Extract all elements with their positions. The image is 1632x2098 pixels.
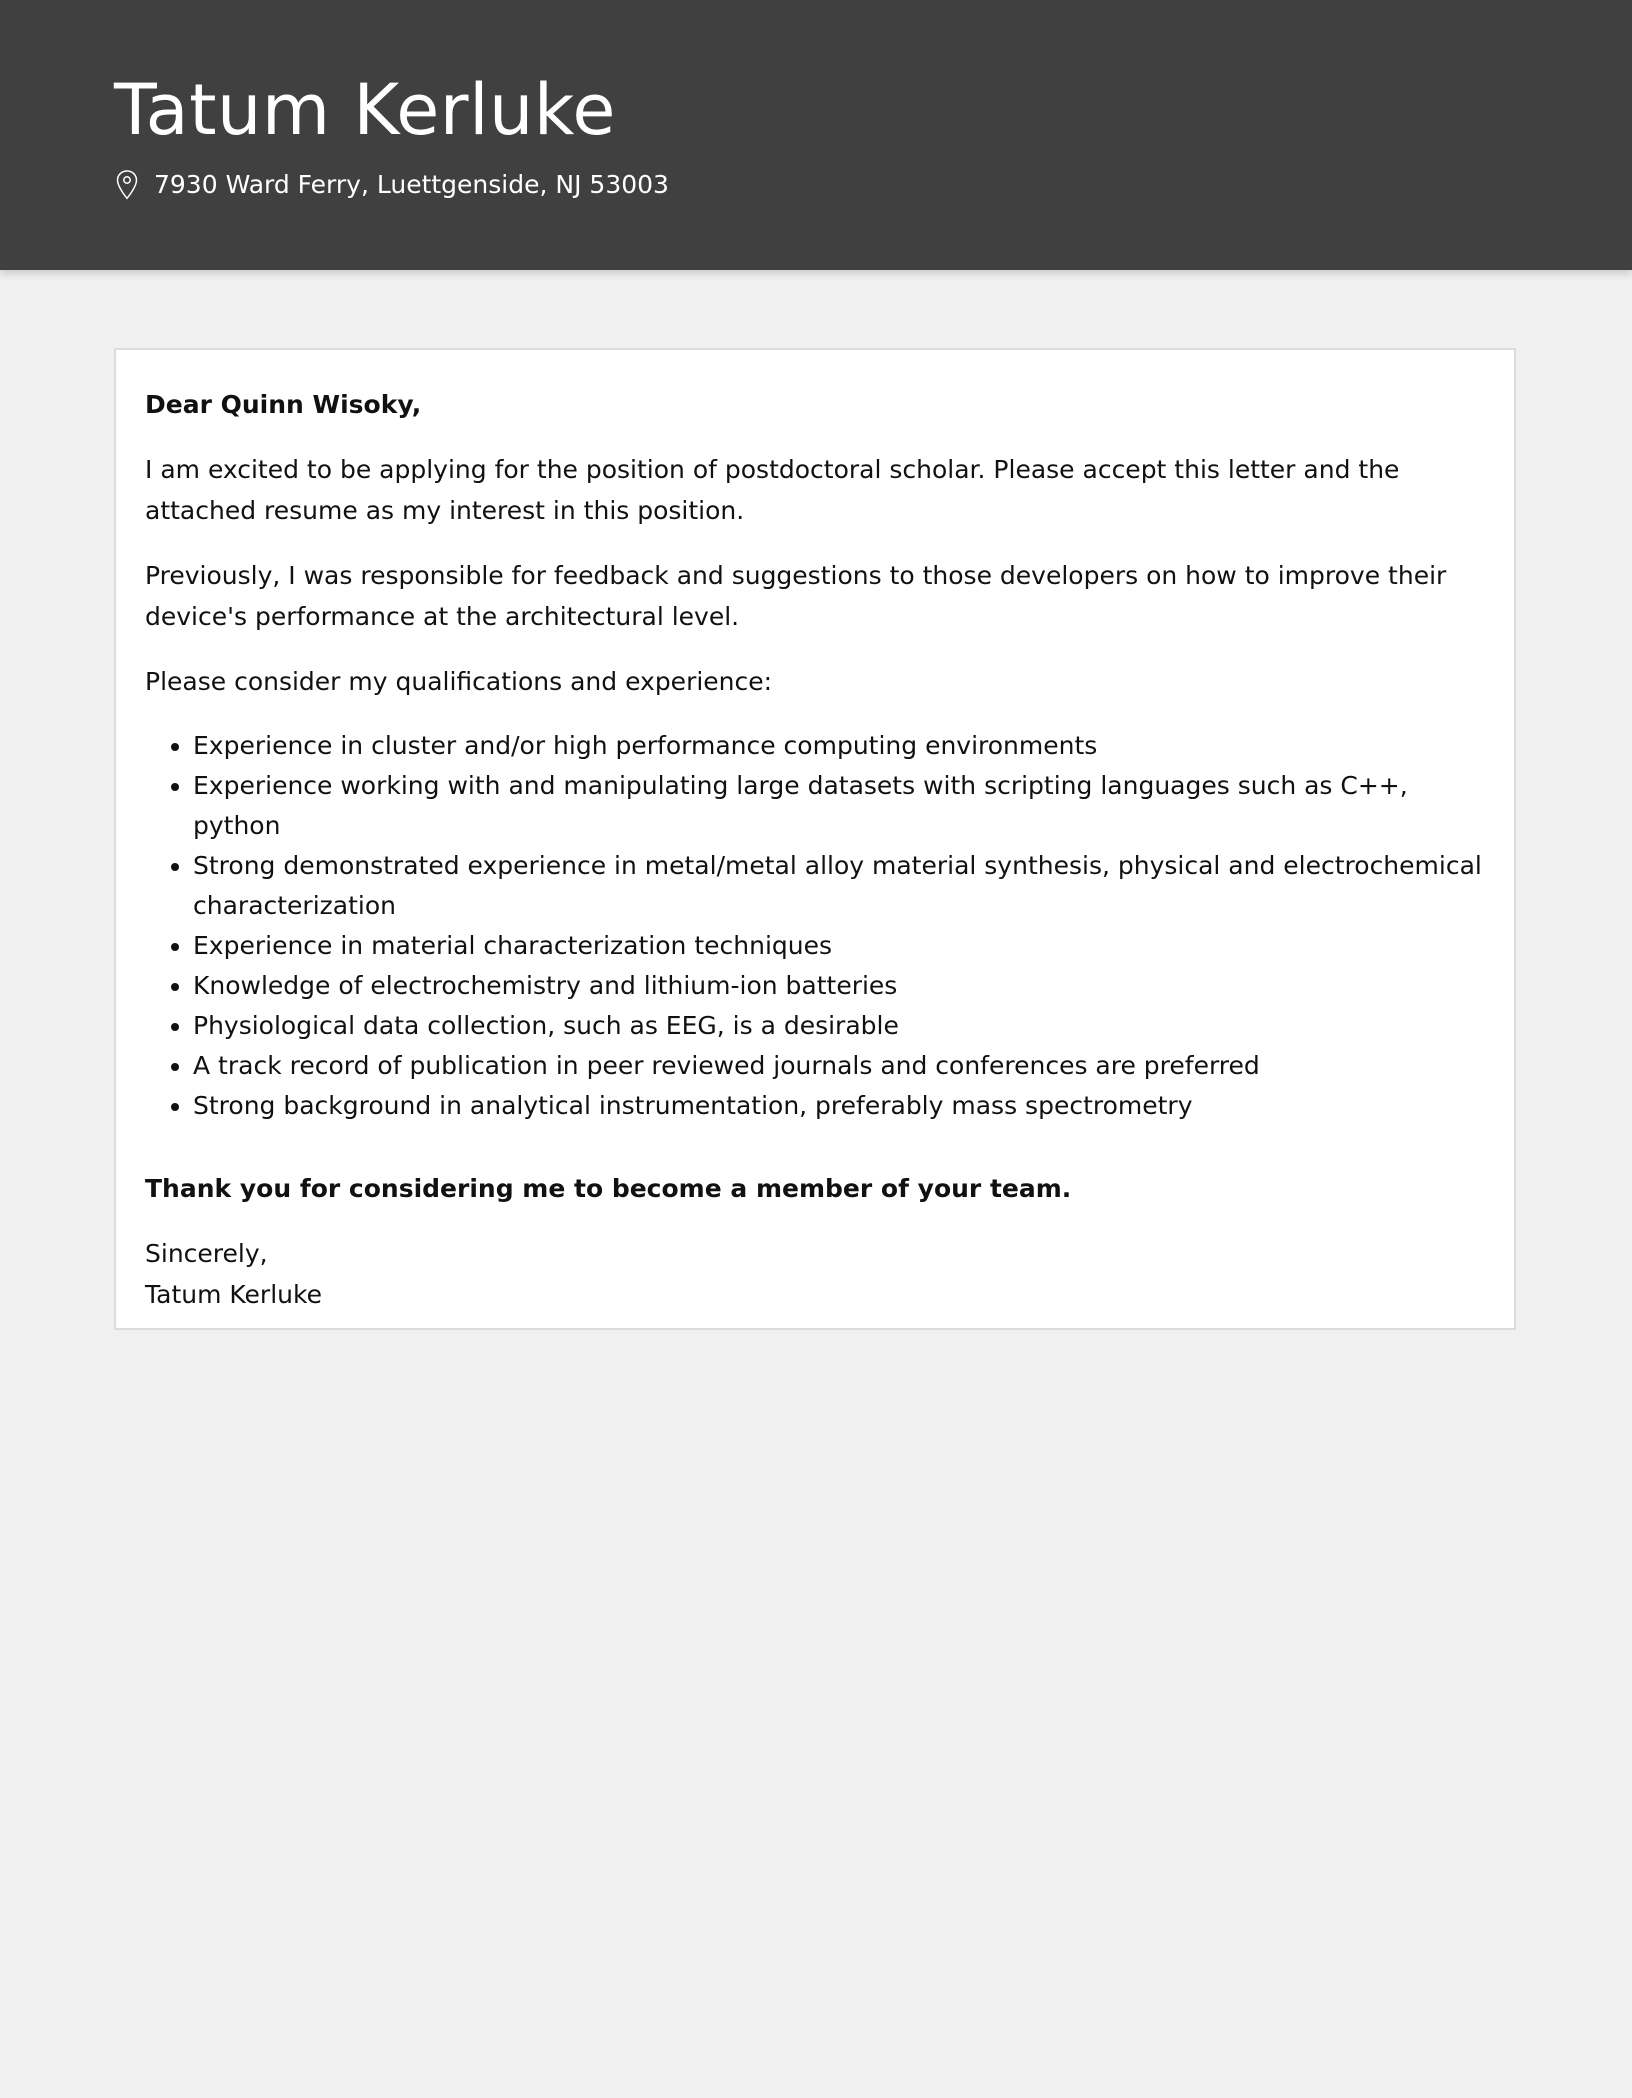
signoff-block xyxy=(145,1233,1486,1315)
list-item: • Strong demonstrated experience in metal/metal alloy material synthesis, physical and electrochemical characterization xyxy=(193,846,1486,926)
list-item: • A track record of publication in peer reviewed journals and conferences are preferred xyxy=(193,1046,1486,1086)
list-item: • Experience in cluster and/or high performance computing environments xyxy=(193,726,1486,766)
paragraph-experience: Previously, I was responsible for feedback and suggestions to those developers on how to improve their device's performance at the architectural level. xyxy=(145,561,1447,631)
address-row xyxy=(114,165,669,205)
paragraph-intro: I am excited to be applying for the position of postdoctoral scholar. Please accept this letter and the attached resume as my interest in this position. xyxy=(145,455,1400,525)
closing-line: Thank you for considering me to become a member of your team. xyxy=(145,1174,1072,1203)
location-pin-icon xyxy=(114,169,140,201)
applicant-name: Tatum Kerluke xyxy=(114,69,617,151)
cover-letter-card xyxy=(114,348,1516,1330)
list-item: • Experience in material characterization techniques xyxy=(193,926,1486,966)
salutation: Dear Quinn Wisoky, xyxy=(145,390,422,419)
qualifications-intro: Please consider my qualifications and experience: xyxy=(145,667,773,696)
signature: Tatum Kerluke xyxy=(145,1280,322,1309)
qualifications-list xyxy=(145,726,1486,1126)
list-item: • Experience working with and manipulating large datasets with scripting languages such as C++, python xyxy=(193,766,1486,846)
address-text: 7930 Ward Ferry, Luettgenside, NJ 53003 xyxy=(154,170,669,199)
signoff: Sincerely, xyxy=(145,1239,268,1268)
list-item: • Strong background in analytical instrumentation, preferably mass spectrometry xyxy=(193,1086,1486,1126)
page-header xyxy=(0,0,1632,270)
list-item: • Knowledge of electrochemistry and lithium-ion batteries xyxy=(193,966,1486,1006)
list-item: • Physiological data collection, such as EEG, is a desirable xyxy=(193,1006,1486,1046)
